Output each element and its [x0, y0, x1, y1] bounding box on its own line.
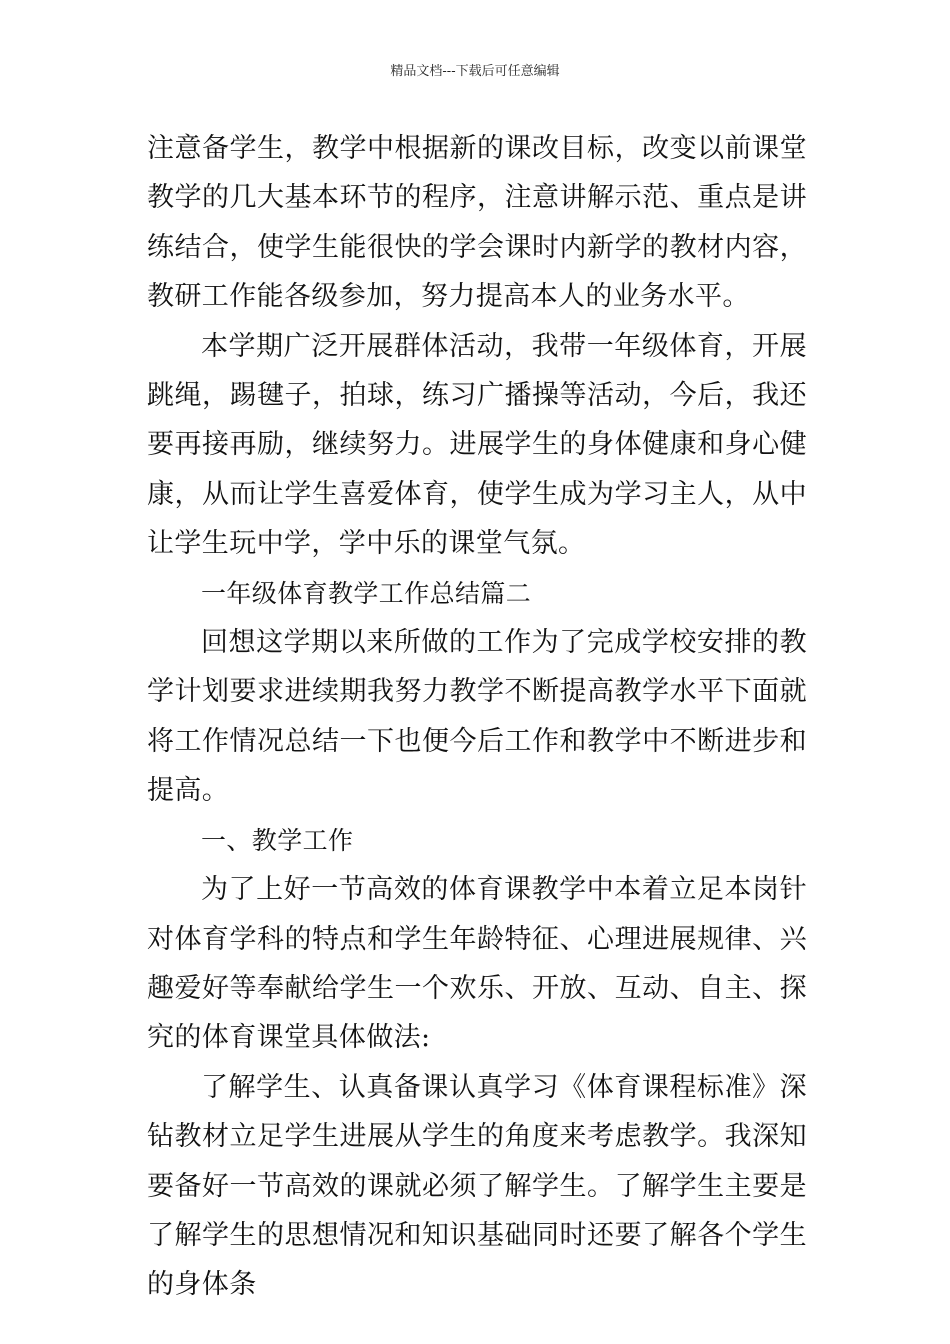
section-title: 一年级体育教学工作总结篇二	[201, 578, 532, 608]
paragraph: 回想这学期以来所做的工作为了完成学校安排的教学计划要求进续期我努力教学不断提高教学水平下面就将工作情况总结一下也便今后工作和教学中不断进步和提高。	[147, 627, 807, 807]
section-heading: 一、教学工作	[201, 825, 354, 855]
document-body	[147, 124, 807, 1310]
paragraph: 本学期广泛开展群体活动，我带一年级体育，开展跳绳，踢毽子，拍球，练习广播操等活动，今后，我还要再接再励，继续努力。进展学生的身体健康和身心健康，从而让学生喜爱体育，使学生成为学习主人，从中让学生玩中学，学中乐的课堂气氛。	[147, 330, 807, 560]
page-header: 精品文档---下载后可任意编辑	[390, 64, 560, 79]
paragraph: 为了上好一节高效的体育课教学中本着立足本岗针对体育学科的特点和学生年龄特征、心理进展规律、兴趣爱好等奉献给学生一个欢乐、开放、互动、自主、探究的体育课堂具体做法:	[147, 874, 807, 1054]
paragraph: 了解学生、认真备课认真学习《体育课程标准》深钻教材立足学生进展从学生的角度来考虑教学。我深知要备好一节高效的课就必须了解学生。了解学生主要是了解学生的思想情况和知识基础同时还要了解各个学生的身体条	[147, 1071, 807, 1301]
paragraph-continued: 注意备学生，教学中根据新的课改目标，改变以前课堂教学的几大基本环节的程序，注意讲解示范、重点是讲练结合，使学生能很快的学会课时内新学的教材内容，教研工作能各级参加，努力提高本人的业务水平。	[147, 133, 807, 313]
